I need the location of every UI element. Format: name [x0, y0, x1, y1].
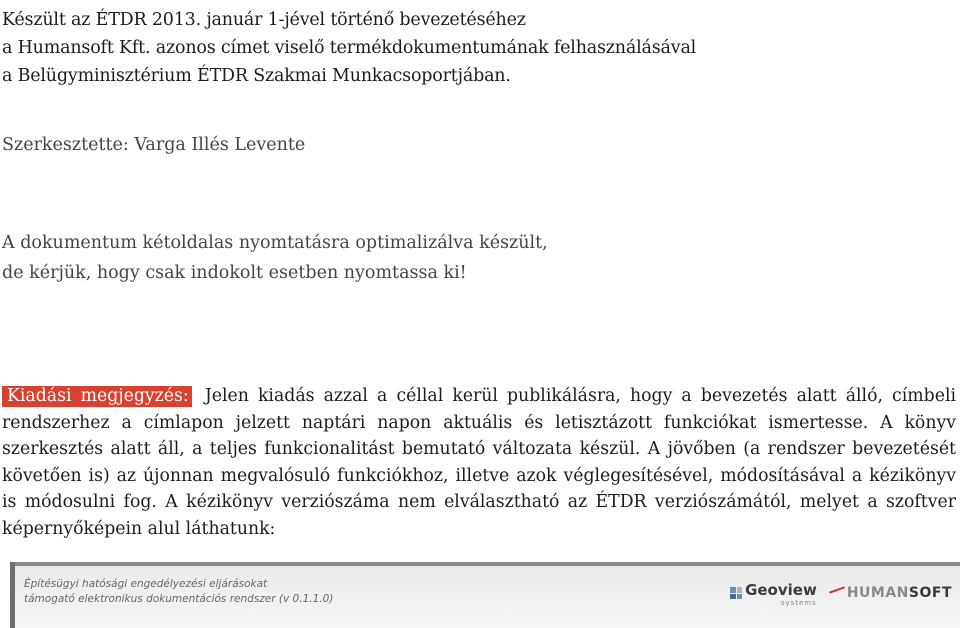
logo-strip [730, 580, 952, 606]
screenshot-left-bar [10, 562, 15, 628]
humansoft-logo-soft: SOFT [908, 585, 952, 601]
intro-paragraph [2, 6, 696, 90]
intro-line: a Belügyminisztérium ÉTDR Szakmai Munkacsoportjában. [2, 66, 511, 86]
screenshot-top-bar [10, 562, 960, 566]
app-title-line: Építésügyi hatósági engedélyezési eljárásokat [24, 578, 268, 590]
humansoft-swoosh-icon [829, 586, 845, 593]
intro-line: a Humansoft Kft. azonos címet viselő termékdokumentumának felhasználásával [2, 38, 697, 58]
app-version-line: támogató elektronikus dokumentációs rendszer (v 0.1.1.0) [24, 593, 334, 605]
release-note-label: Kiadási megjegyzés: [2, 386, 192, 407]
software-screenshot-header [10, 562, 960, 628]
geoview-logo-subtext: systems [780, 598, 817, 607]
print-note [2, 228, 548, 288]
intro-line: Készült az ÉTDR 2013. január 1-jével történő bevezetéséhez [2, 10, 526, 30]
geoview-logo [730, 580, 817, 607]
humansoft-logo-human: HUMAN [846, 585, 909, 601]
release-note-text: Jelen kiadás azzal a céllal kerül publikálásra, hogy a bevezetés alatt álló, címbeli rendszerhez a címlapon jelzett naptári napon aktuális és letisztázott funkciókat ismertesse. A könyv szerkesztés alatt áll, a teljes funkcionalitást bemutató változata készül. A jövőben (a rendszer bevezetését követően is) az újonnan megvalósuló funkciókhoz, illetve azok véglegesítésével, módosításával a kézikönyv is módosulni fog. A kézikönyv verziószáma nem elválasztható az ÉTDR verziószámától, melyet a szoftver képernyőképein alul láthatunk: [2, 386, 956, 539]
print-note-line: de kérjük, hogy csak indokolt esetben nyomtassa ki! [2, 263, 467, 283]
geoview-logo-text: Geoview [745, 580, 817, 599]
print-note-line: A dokumentum kétoldalas nyomtatásra optimalizálva készült, [2, 233, 548, 253]
humansoft-logo [827, 585, 952, 601]
geoview-mark-icon [730, 587, 742, 599]
release-note [2, 383, 956, 543]
editor-credit: Szerkesztette: Varga Illés Levente [2, 135, 306, 155]
